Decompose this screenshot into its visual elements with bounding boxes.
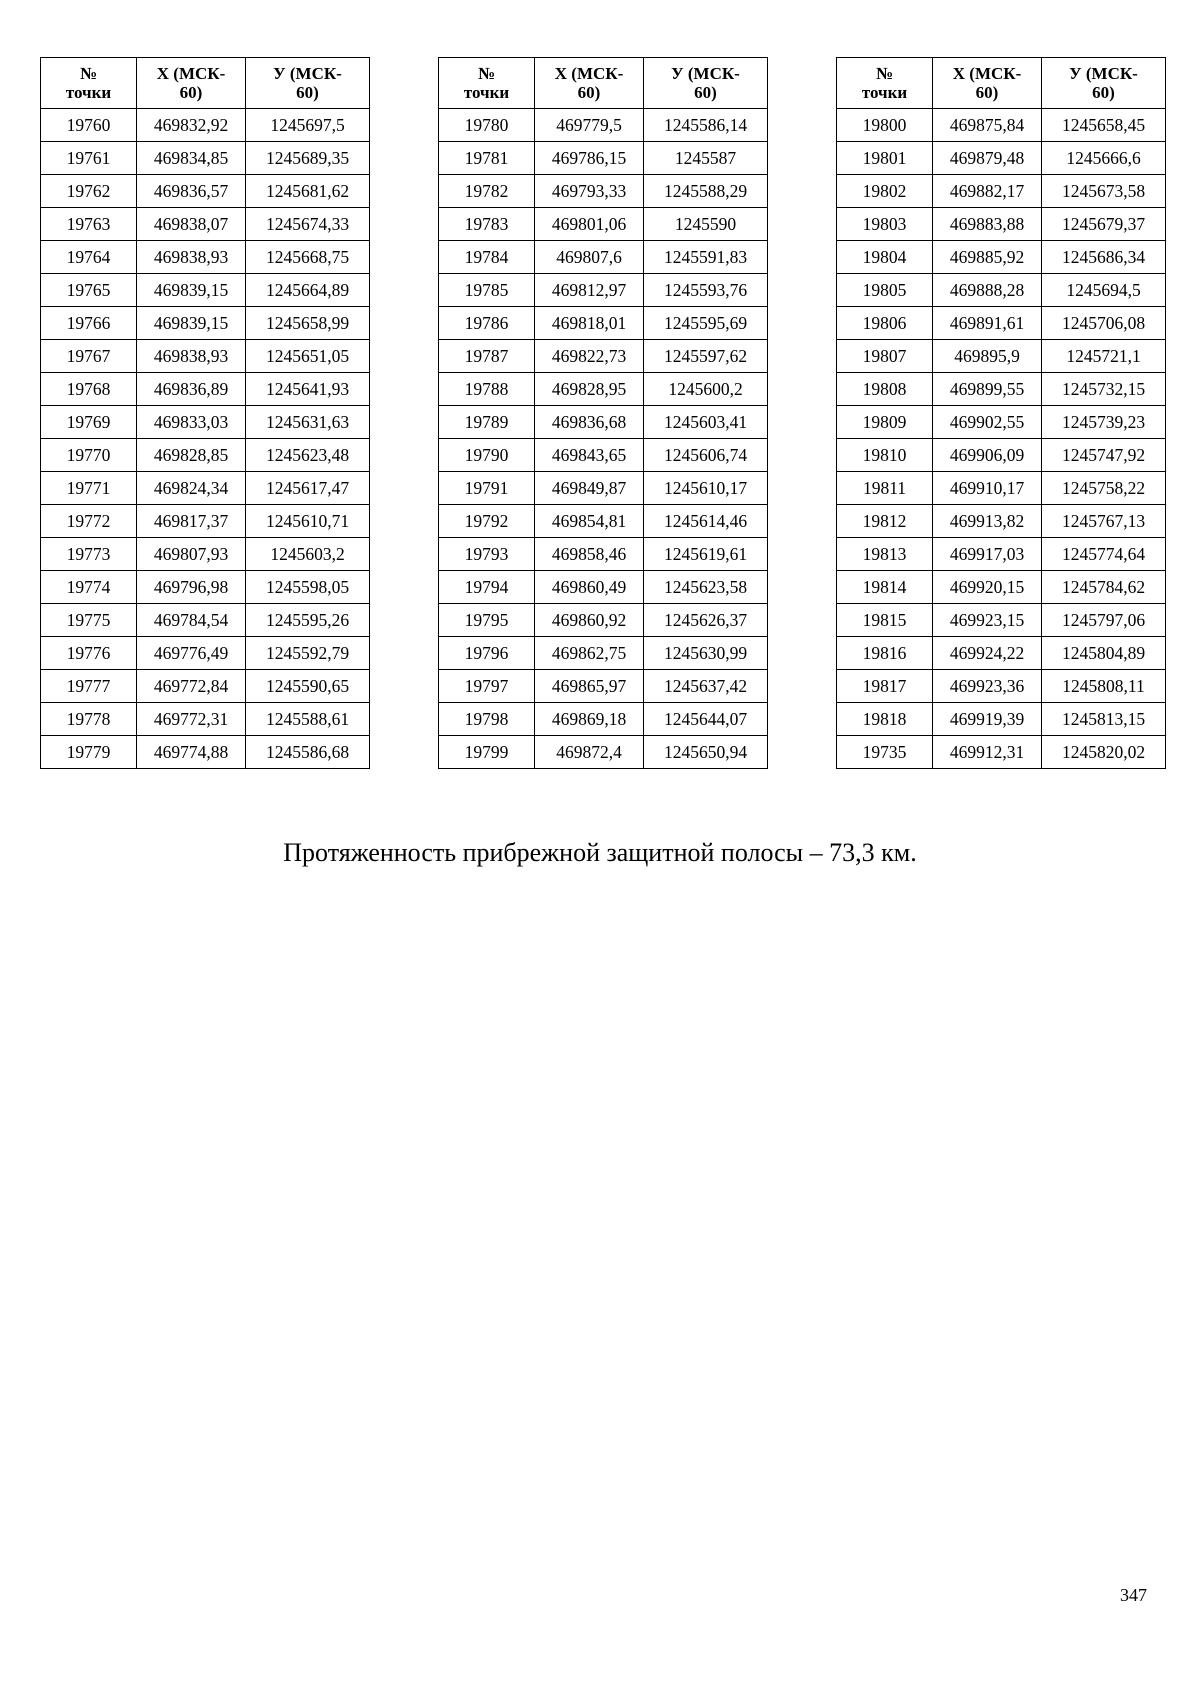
table-row (439, 406, 768, 439)
x-coordinate-cell: 469883,88 (933, 208, 1042, 241)
y-coordinate-cell: 1245784,62 (1042, 571, 1166, 604)
x-coordinate-cell: 469875,84 (933, 109, 1042, 142)
point-number-cell: 19790 (439, 439, 535, 472)
point-number-cell: 19810 (837, 439, 933, 472)
point-number-cell: 19783 (439, 208, 535, 241)
point-number-cell: 19793 (439, 538, 535, 571)
table-row (837, 142, 1166, 175)
y-coordinate-cell: 1245619,61 (644, 538, 768, 571)
point-number-cell: 19765 (41, 274, 137, 307)
table-row (837, 538, 1166, 571)
y-coordinate-cell: 1245747,92 (1042, 439, 1166, 472)
x-coordinate-cell: 469824,34 (137, 472, 246, 505)
point-number-cell: 19808 (837, 373, 933, 406)
header-x: X (МСК- 60) (933, 58, 1042, 109)
table-row (41, 142, 370, 175)
table-row (439, 439, 768, 472)
point-number-cell: 19768 (41, 373, 137, 406)
x-coordinate-cell: 469849,87 (535, 472, 644, 505)
table-row (41, 538, 370, 571)
y-coordinate-cell: 1245623,58 (644, 571, 768, 604)
y-coordinate-cell: 1245697,5 (246, 109, 370, 142)
y-coordinate-cell: 1245617,47 (246, 472, 370, 505)
table-row (439, 373, 768, 406)
table-row (439, 670, 768, 703)
y-coordinate-cell: 1245588,29 (644, 175, 768, 208)
x-coordinate-cell: 469913,82 (933, 505, 1042, 538)
table-row (837, 208, 1166, 241)
point-number-cell: 19735 (837, 736, 933, 769)
table-row (439, 175, 768, 208)
table-row (837, 604, 1166, 637)
point-number-cell: 19798 (439, 703, 535, 736)
x-coordinate-cell: 469784,54 (137, 604, 246, 637)
header-x: X (МСК- 60) (535, 58, 644, 109)
x-coordinate-cell: 469865,97 (535, 670, 644, 703)
point-number-cell: 19803 (837, 208, 933, 241)
point-number-cell: 19769 (41, 406, 137, 439)
table-row (439, 538, 768, 571)
point-number-cell: 19789 (439, 406, 535, 439)
point-number-cell: 19800 (837, 109, 933, 142)
x-coordinate-cell: 469817,37 (137, 505, 246, 538)
table-row (439, 241, 768, 274)
point-number-cell: 19771 (41, 472, 137, 505)
point-number-cell: 19804 (837, 241, 933, 274)
y-coordinate-cell: 1245600,2 (644, 373, 768, 406)
y-coordinate-cell: 1245813,15 (1042, 703, 1166, 736)
x-coordinate-cell: 469920,15 (933, 571, 1042, 604)
coordinates-table-3 (836, 57, 1166, 769)
header-y: У (МСК- 60) (1042, 58, 1166, 109)
header-point: № точки (837, 58, 933, 109)
point-number-cell: 19807 (837, 340, 933, 373)
x-coordinate-cell: 469839,15 (137, 307, 246, 340)
table-row (837, 637, 1166, 670)
table-row (439, 307, 768, 340)
y-coordinate-cell: 1245767,13 (1042, 505, 1166, 538)
x-coordinate-cell: 469923,15 (933, 604, 1042, 637)
y-coordinate-cell: 1245721,1 (1042, 340, 1166, 373)
x-coordinate-cell: 469843,65 (535, 439, 644, 472)
point-number-cell: 19805 (837, 274, 933, 307)
table-row (439, 109, 768, 142)
table-row (41, 571, 370, 604)
x-coordinate-cell: 469828,95 (535, 373, 644, 406)
x-coordinate-cell: 469772,84 (137, 670, 246, 703)
x-coordinate-cell: 469796,98 (137, 571, 246, 604)
y-coordinate-cell: 1245591,83 (644, 241, 768, 274)
y-coordinate-cell: 1245631,63 (246, 406, 370, 439)
y-coordinate-cell: 1245694,5 (1042, 274, 1166, 307)
point-number-cell: 19814 (837, 571, 933, 604)
y-coordinate-cell: 1245673,58 (1042, 175, 1166, 208)
point-number-cell: 19767 (41, 340, 137, 373)
y-coordinate-cell: 1245586,14 (644, 109, 768, 142)
x-coordinate-cell: 469882,17 (933, 175, 1042, 208)
table-row (837, 406, 1166, 439)
table-row (41, 736, 370, 769)
table-header-row (41, 58, 370, 109)
point-number-cell: 19818 (837, 703, 933, 736)
y-coordinate-cell: 1245681,62 (246, 175, 370, 208)
y-coordinate-cell: 1245641,93 (246, 373, 370, 406)
x-coordinate-cell: 469923,36 (933, 670, 1042, 703)
coordinates-table-1 (40, 57, 370, 769)
point-number-cell: 19780 (439, 109, 535, 142)
table-row (41, 703, 370, 736)
point-number-cell: 19763 (41, 208, 137, 241)
y-coordinate-cell: 1245626,37 (644, 604, 768, 637)
point-number-cell: 19799 (439, 736, 535, 769)
x-coordinate-cell: 469838,07 (137, 208, 246, 241)
x-coordinate-cell: 469910,17 (933, 472, 1042, 505)
table-row (41, 604, 370, 637)
y-coordinate-cell: 1245606,74 (644, 439, 768, 472)
table-header-row (837, 58, 1166, 109)
y-coordinate-cell: 1245593,76 (644, 274, 768, 307)
table-row (439, 142, 768, 175)
y-coordinate-cell: 1245650,94 (644, 736, 768, 769)
x-coordinate-cell: 469832,92 (137, 109, 246, 142)
point-number-cell: 19817 (837, 670, 933, 703)
point-number-cell: 19773 (41, 538, 137, 571)
x-coordinate-cell: 469906,09 (933, 439, 1042, 472)
y-coordinate-cell: 1245804,89 (1042, 637, 1166, 670)
y-coordinate-cell: 1245637,42 (644, 670, 768, 703)
table-row (41, 406, 370, 439)
point-number-cell: 19816 (837, 637, 933, 670)
point-number-cell: 19801 (837, 142, 933, 175)
table-row (837, 307, 1166, 340)
y-coordinate-cell: 1245598,05 (246, 571, 370, 604)
x-coordinate-cell: 469854,81 (535, 505, 644, 538)
x-coordinate-cell: 469801,06 (535, 208, 644, 241)
x-coordinate-cell: 469839,15 (137, 274, 246, 307)
table-row (41, 637, 370, 670)
table-row (439, 274, 768, 307)
header-point: № точки (439, 58, 535, 109)
table-row (837, 175, 1166, 208)
point-number-cell: 19785 (439, 274, 535, 307)
y-coordinate-cell: 1245797,06 (1042, 604, 1166, 637)
y-coordinate-cell: 1245595,26 (246, 604, 370, 637)
y-coordinate-cell: 1245774,64 (1042, 538, 1166, 571)
x-coordinate-cell: 469812,97 (535, 274, 644, 307)
table-row (837, 241, 1166, 274)
y-coordinate-cell: 1245587 (644, 142, 768, 175)
point-number-cell: 19796 (439, 637, 535, 670)
point-number-cell: 19812 (837, 505, 933, 538)
point-number-cell: 19770 (41, 439, 137, 472)
x-coordinate-cell: 469828,85 (137, 439, 246, 472)
y-coordinate-cell: 1245610,17 (644, 472, 768, 505)
table-row (41, 505, 370, 538)
point-number-cell: 19775 (41, 604, 137, 637)
table-row (41, 373, 370, 406)
x-coordinate-cell: 469919,39 (933, 703, 1042, 736)
y-coordinate-cell: 1245644,07 (644, 703, 768, 736)
x-coordinate-cell: 469807,6 (535, 241, 644, 274)
y-coordinate-cell: 1245590 (644, 208, 768, 241)
y-coordinate-cell: 1245658,45 (1042, 109, 1166, 142)
x-coordinate-cell: 469888,28 (933, 274, 1042, 307)
table-row (41, 340, 370, 373)
x-coordinate-cell: 469899,55 (933, 373, 1042, 406)
x-coordinate-cell: 469818,01 (535, 307, 644, 340)
x-coordinate-cell: 469786,15 (535, 142, 644, 175)
point-number-cell: 19786 (439, 307, 535, 340)
x-coordinate-cell: 469917,03 (933, 538, 1042, 571)
table-row (439, 736, 768, 769)
table-row (439, 208, 768, 241)
y-coordinate-cell: 1245658,99 (246, 307, 370, 340)
buffer-zone-length-text: Протяженность прибрежной защитной полосы – 73,3 км. (283, 838, 917, 867)
table-row (439, 637, 768, 670)
point-number-cell: 19781 (439, 142, 535, 175)
point-number-cell: 19779 (41, 736, 137, 769)
x-coordinate-cell: 469879,48 (933, 142, 1042, 175)
point-number-cell: 19784 (439, 241, 535, 274)
x-coordinate-cell: 469807,93 (137, 538, 246, 571)
y-coordinate-cell: 1245588,61 (246, 703, 370, 736)
table-row (439, 703, 768, 736)
table-row (837, 274, 1166, 307)
x-coordinate-cell: 469891,61 (933, 307, 1042, 340)
x-coordinate-cell: 469885,92 (933, 241, 1042, 274)
point-number-cell: 19794 (439, 571, 535, 604)
point-number-cell: 19774 (41, 571, 137, 604)
y-coordinate-cell: 1245592,79 (246, 637, 370, 670)
point-number-cell: 19778 (41, 703, 137, 736)
y-coordinate-cell: 1245706,08 (1042, 307, 1166, 340)
point-number-cell: 19782 (439, 175, 535, 208)
x-coordinate-cell: 469895,9 (933, 340, 1042, 373)
point-number-cell: 19772 (41, 505, 137, 538)
table-row (837, 670, 1166, 703)
table-row (41, 472, 370, 505)
y-coordinate-cell: 1245614,46 (644, 505, 768, 538)
y-coordinate-cell: 1245679,37 (1042, 208, 1166, 241)
point-number-cell: 19788 (439, 373, 535, 406)
y-coordinate-cell: 1245666,6 (1042, 142, 1166, 175)
y-coordinate-cell: 1245610,71 (246, 505, 370, 538)
point-number-cell: 19811 (837, 472, 933, 505)
point-number-cell: 19762 (41, 175, 137, 208)
y-coordinate-cell: 1245590,65 (246, 670, 370, 703)
header-y: У (МСК- 60) (246, 58, 370, 109)
table-row (41, 274, 370, 307)
table-row (41, 175, 370, 208)
table-row (837, 373, 1166, 406)
x-coordinate-cell: 469838,93 (137, 340, 246, 373)
y-coordinate-cell: 1245732,15 (1042, 373, 1166, 406)
x-coordinate-cell: 469858,46 (535, 538, 644, 571)
table-row (41, 109, 370, 142)
x-coordinate-cell: 469924,22 (933, 637, 1042, 670)
y-coordinate-cell: 1245651,05 (246, 340, 370, 373)
table-row (837, 109, 1166, 142)
x-coordinate-cell: 469822,73 (535, 340, 644, 373)
y-coordinate-cell: 1245668,75 (246, 241, 370, 274)
header-point: № точки (41, 58, 137, 109)
x-coordinate-cell: 469772,31 (137, 703, 246, 736)
x-coordinate-cell: 469833,03 (137, 406, 246, 439)
point-number-cell: 19797 (439, 670, 535, 703)
x-coordinate-cell: 469869,18 (535, 703, 644, 736)
x-coordinate-cell: 469836,68 (535, 406, 644, 439)
x-coordinate-cell: 469838,93 (137, 241, 246, 274)
point-number-cell: 19815 (837, 604, 933, 637)
table-row (837, 340, 1166, 373)
y-coordinate-cell: 1245630,99 (644, 637, 768, 670)
x-coordinate-cell: 469860,49 (535, 571, 644, 604)
table-row (837, 736, 1166, 769)
table-row (439, 571, 768, 604)
table-row (41, 439, 370, 472)
point-number-cell: 19777 (41, 670, 137, 703)
y-coordinate-cell: 1245689,35 (246, 142, 370, 175)
point-number-cell: 19776 (41, 637, 137, 670)
x-coordinate-cell: 469912,31 (933, 736, 1042, 769)
coordinates-table-2 (438, 57, 768, 769)
y-coordinate-cell: 1245664,89 (246, 274, 370, 307)
x-coordinate-cell: 469862,75 (535, 637, 644, 670)
table-row (41, 670, 370, 703)
point-number-cell: 19791 (439, 472, 535, 505)
point-number-cell: 19766 (41, 307, 137, 340)
x-coordinate-cell: 469836,57 (137, 175, 246, 208)
table-row (837, 439, 1166, 472)
x-coordinate-cell: 469793,33 (535, 175, 644, 208)
y-coordinate-cell: 1245758,22 (1042, 472, 1166, 505)
y-coordinate-cell: 1245808,11 (1042, 670, 1166, 703)
point-number-cell: 19764 (41, 241, 137, 274)
y-coordinate-cell: 1245597,62 (644, 340, 768, 373)
y-coordinate-cell: 1245595,69 (644, 307, 768, 340)
y-coordinate-cell: 1245603,41 (644, 406, 768, 439)
page-number: 347 (1120, 1585, 1147, 1605)
point-number-cell: 19760 (41, 109, 137, 142)
y-coordinate-cell: 1245739,23 (1042, 406, 1166, 439)
table-row (439, 505, 768, 538)
point-number-cell: 19787 (439, 340, 535, 373)
table-row (837, 703, 1166, 736)
y-coordinate-cell: 1245686,34 (1042, 241, 1166, 274)
table-row (837, 571, 1166, 604)
point-number-cell: 19795 (439, 604, 535, 637)
y-coordinate-cell: 1245623,48 (246, 439, 370, 472)
y-coordinate-cell: 1245820,02 (1042, 736, 1166, 769)
y-coordinate-cell: 1245603,2 (246, 538, 370, 571)
table-row (439, 472, 768, 505)
point-number-cell: 19806 (837, 307, 933, 340)
table-row (837, 472, 1166, 505)
x-coordinate-cell: 469902,55 (933, 406, 1042, 439)
table-row (439, 340, 768, 373)
y-coordinate-cell: 1245674,33 (246, 208, 370, 241)
table-row (41, 307, 370, 340)
point-number-cell: 19761 (41, 142, 137, 175)
y-coordinate-cell: 1245586,68 (246, 736, 370, 769)
x-coordinate-cell: 469860,92 (535, 604, 644, 637)
point-number-cell: 19809 (837, 406, 933, 439)
table-row (41, 208, 370, 241)
header-y: У (МСК- 60) (644, 58, 768, 109)
x-coordinate-cell: 469774,88 (137, 736, 246, 769)
header-x: X (МСК- 60) (137, 58, 246, 109)
table-header-row (439, 58, 768, 109)
x-coordinate-cell: 469872,4 (535, 736, 644, 769)
point-number-cell: 19802 (837, 175, 933, 208)
table-row (439, 604, 768, 637)
point-number-cell: 19792 (439, 505, 535, 538)
table-row (837, 505, 1166, 538)
point-number-cell: 19813 (837, 538, 933, 571)
x-coordinate-cell: 469776,49 (137, 637, 246, 670)
table-row (41, 241, 370, 274)
x-coordinate-cell: 469834,85 (137, 142, 246, 175)
x-coordinate-cell: 469779,5 (535, 109, 644, 142)
x-coordinate-cell: 469836,89 (137, 373, 246, 406)
